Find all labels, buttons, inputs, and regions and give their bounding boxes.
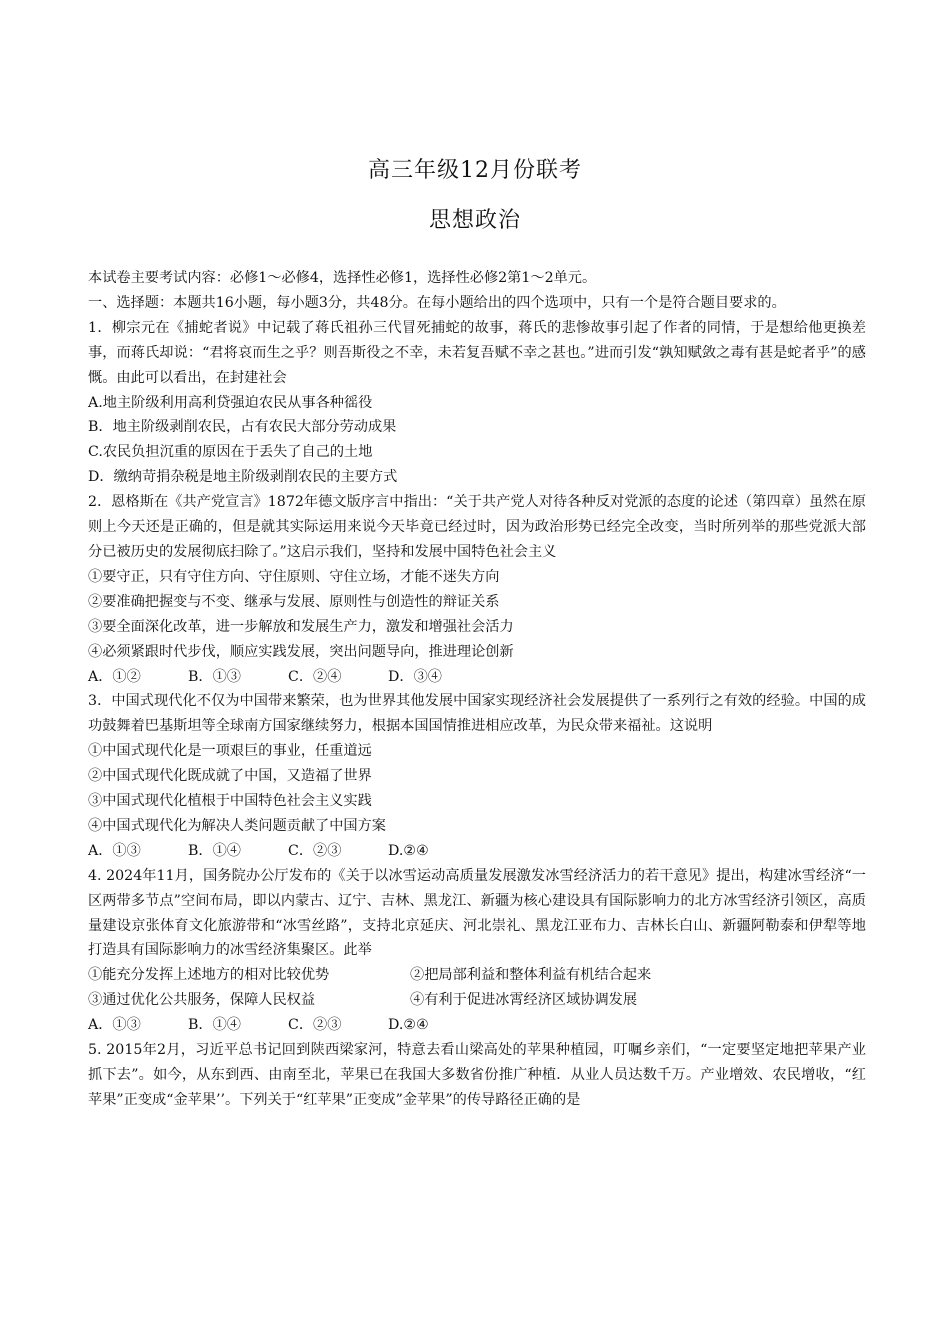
question-3-option-b: B．①④ (188, 842, 241, 859)
question-4-item-4: ④有利于促进冰霄经济区域协调发展 (410, 992, 638, 1009)
question-2-item-2: ②要准确把握变与不变、继承与发展、原则性与创造性的辩证关系 (88, 593, 500, 610)
question-2-option-c: C．②④ (288, 668, 342, 685)
question-3-item-1: ①中国式现代化是一项艰巨的事业，任重道远 (88, 743, 372, 760)
question-4-item-2: ②把局部利益和整体利益有机结合起来 (410, 967, 652, 984)
question-1-choice-c: C.农民负担沉重的原因在于丢失了自己的土地 (88, 444, 373, 461)
question-4-item-3: ③通过优化公共服务，保障人民权益 (88, 992, 316, 1009)
question-4-options (88, 1013, 866, 1038)
question-3-stem: 3．中国式现代化不仅为中国带来繁荣，也为世界其他发展中国家实现经济社会发展提供了一系列行之有效的经验。中国的成功鼓舞着巴基斯坦等全球南方国家继续努力，根据本国国情推进相应改革，为民众带来福祉。这说明 (88, 693, 866, 735)
question-5-stem: 5. 2015年2月，习近平总书记回到陕西梁家河，特意去看山梁高处的苹果种植园，叮嘱乡亲们，“一定要坚定地把苹果产业抓下去”。如今，从东到西、由南至北，苹果已在我国大多数省份推广种植．从业人员达数千万。产业增效、农民增收，“红苹果”正变成“金苹果’’。下列关于“红苹果”正变成”金苹果”的传导路径正确的是 (88, 1042, 866, 1108)
question-3-option-a: A．①③ (88, 842, 141, 859)
question-1-choice-b: B．地主阶级剥削农民，占有农民大部分劳动成果 (88, 419, 397, 436)
question-2-option-a: A．①② (88, 668, 141, 685)
question-2-option-d: D．③④ (388, 668, 442, 685)
question-4-items-row-2 (88, 988, 866, 1013)
question-2-item-1: ①要守正，只有守住方向、守住原则、守住立场，才能不迷失方向 (88, 568, 500, 585)
question-3-option-d: D.②④ (388, 842, 429, 859)
question-1-choice-a: A.地主阶级利用高利贷强迫农民从事各种徭役 (88, 394, 373, 411)
question-4-option-d: D.②④ (388, 1017, 429, 1034)
question-4-item-1: ①能充分发挥上述地方的相对比较优势 (88, 967, 330, 984)
question-3-item-2: ②中国式现代化既成就了中国，又造福了世界 (88, 768, 372, 785)
question-2-option-b: B．①③ (188, 668, 241, 685)
question-4-items-row-1 (88, 963, 866, 988)
question-4-option-b: B．①④ (188, 1017, 241, 1034)
subject-title: 思想政治 (428, 208, 521, 233)
question-4-option-c: C．②③ (288, 1017, 342, 1034)
question-3-item-4: ④中国式现代化为解决人类问题贡献了中国方案 (88, 817, 386, 834)
question-2-stem: 2．恩格斯在《共产党宣言》1872年德文版序言中指出：“关于共产党人对待各种反对党派的态度的论述（第四章）虽然在原则上今天还是正确的，但是就其实际运用来说今天毕竟已经过时，因为政治形势已经完全改变，当时所列举的那些党派大部分已被历史的发展彻底扫除了。”这启示我们，坚持和发展中国特色社会主义 (88, 494, 866, 560)
question-3-item-3: ③中国式现代化植根于中国特色社会主义实践 (88, 793, 372, 810)
question-2-item-3: ③要全面深化改革，进一步解放和发展生产力，激发和增强社会活力 (88, 618, 514, 635)
question-2-item-4: ④必须紧跟时代步伐，顺应实践发展，突出问题导向，推进理论创新 (88, 643, 514, 660)
section-instructions: 一、选择题：本题共16小题，每小题3分，共48分。在每小题给出的四个选项中，只有一个是符合题目要求的。 (88, 294, 786, 311)
question-1-choice-d: D．缴纳苛捐杂税是地主阶级剥削农民的主要方式 (88, 469, 398, 486)
question-3-option-c: C．②③ (288, 842, 342, 859)
exam-content (88, 266, 866, 1113)
question-4-stem: 4. 2024年11月，国务院办公厅发布的《关于以冰雪运动高质量发展激发冰雪经济活力的若干意见》提出，构建冰雪经济“一区两带多节点”空间布局，即以内蒙古、辽宁、吉林、黑龙江、新疆为核心建设具有国际影响力的北方冰雪经济引领区，高质量建设京张体育文化旅游带和“冰雪丝路”，支持北京延庆、河北崇礼、黑龙江亚布力、吉林长白山、新疆阿勒泰和伊犁等地打造具有国际影响力的冰雪经济集聚区。此举 (88, 867, 866, 959)
question-2-options (88, 665, 866, 690)
exam-scope: 本试卷主要考试内容：必修1～必修4，选择性必修1，选择性必修2第1～2单元。 (88, 270, 597, 286)
question-3-options (88, 839, 866, 864)
question-1-stem: 1．柳宗元在《捕蛇者说》中记载了蒋氏祖孙三代冒死捕蛇的故事，蒋氏的悲惨故事引起了作者的同情，于是想给他更换差事，而蒋氏却说：“君将哀而生之乎？则吾斯役之不幸，未若复吾赋不幸之甚也。”进而引发“孰知赋敛之毒有甚是蛇者乎”的感慨。由此可以看出，在封建社会 (88, 319, 866, 386)
exam-title: 高三年级12月份联考 (368, 158, 582, 183)
question-4-option-a: A．①③ (88, 1017, 141, 1034)
